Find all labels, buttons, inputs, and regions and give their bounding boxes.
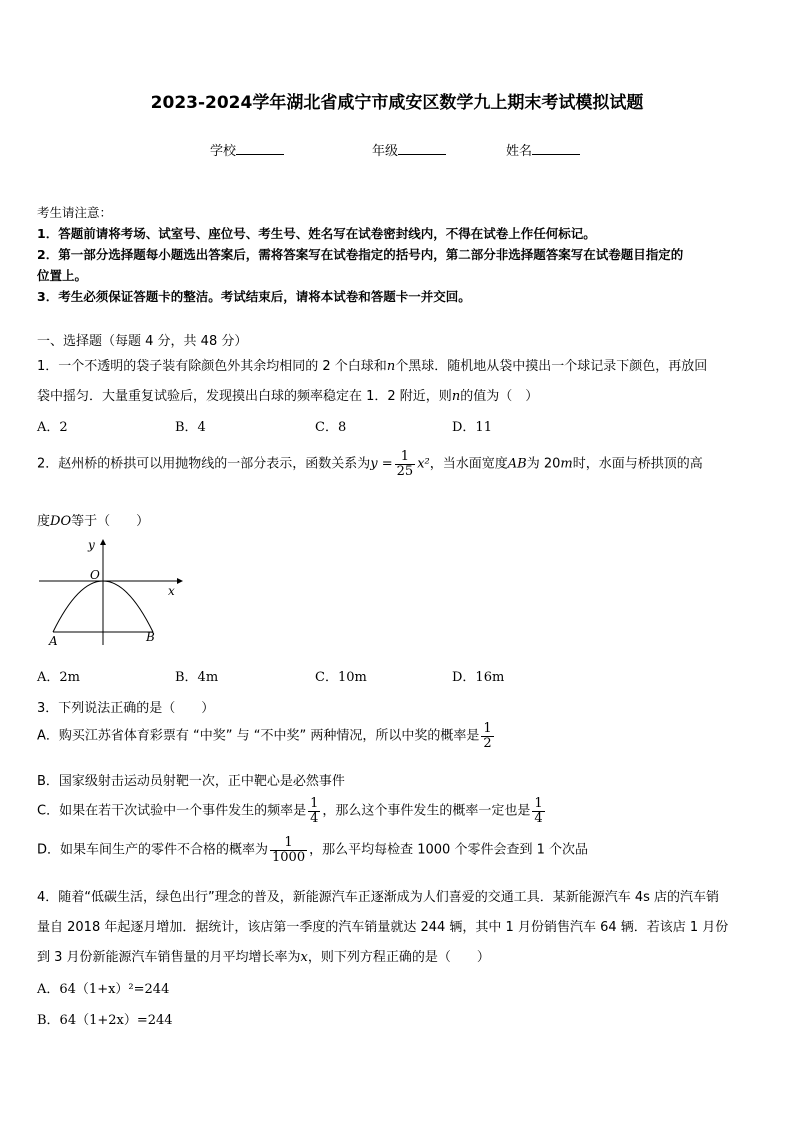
q2-text-e: 度 [37,514,51,529]
q3-d-text2: ，那么平均每检查 1000 个零件会查到 1 个次品 [309,842,588,858]
q4-line2: 量自 2018 年起逐月增加．据统计，该店第一季度的汽车销量就达 244 辆，其中 1 月份销售汽车 64 辆．若该店 1 月份 [37,920,729,935]
q3-a-fraction [481,722,493,750]
q2-line1 [37,450,703,478]
q2-var-m: m [560,456,573,472]
notice-item-3: 3．考生必须保证答题卡的整洁。考试结束后，请将本试卷和答题卡一并交回。 [37,289,471,304]
q4-var-x: x [300,950,308,965]
q3-d-den: 1000 [272,849,306,865]
q2-option-d[interactable]: D．16m [452,670,505,685]
q2-option-b[interactable]: B．4m [175,670,219,685]
q3-stem: 3．下列说法正确的是（ ） [37,701,215,716]
q2-text-b: ，当水面宽度 [429,456,508,472]
q2-frac-num: 1 [395,450,416,465]
q2-line2 [37,510,149,529]
q2-fraction [395,450,416,478]
q3-c-text2: ，那么这个事件发生的概率一定也是 [322,803,531,819]
q4-text-a: 到 3 月份新能源汽车销售量的月平均增长率为 [37,950,301,965]
school-blank[interactable] [236,143,284,155]
page-title: 2023-2024学年湖北省咸宁市咸安区数学九上期末考试模拟试题 [150,93,644,113]
name-field [506,140,580,159]
q2-func-y: y = [370,456,393,472]
origin-label: O [90,568,100,582]
grade-blank[interactable] [398,143,446,155]
q2-parabola-graph [35,535,185,650]
q1-text-b: 个黑球．随机地从袋中摸出一个球记录下颜色，再放回 [395,359,708,374]
q2-text-f: 等于（ ） [71,514,150,529]
q3-c-den2: 4 [534,810,543,826]
x-label: x [168,584,175,598]
y-label: y [88,538,95,552]
q2-option-c[interactable]: C．10m [315,670,367,685]
school-label: 学校 [210,144,237,159]
section-heading: 一、选择题（每题 4 分，共 48 分） [37,334,248,349]
notice-heading: 考生请注意： [37,205,113,220]
q3-option-b[interactable]: B．国家级射击运动员射靶一次，正中靶心是必然事件 [37,774,345,789]
q1-option-c[interactable]: C．8 [315,420,347,435]
q1-text-d: 的值为（ ） [460,389,539,404]
q3-c-fraction-2 [532,797,544,825]
q3-d-num: 1 [270,836,307,851]
q3-option-a[interactable] [37,722,496,750]
grade-label: 年级 [372,144,399,159]
q3-d-text1: D．如果车间生产的零件不合格的概率为 [37,842,269,858]
q2-text-d: 时，水面与桥拱顶的高 [572,456,703,472]
q2-text-a: 2．赵州桥的桥拱可以用抛物线的一部分表示，函数关系为 [37,456,371,472]
q2-var-ab: AB [507,456,527,472]
q4-text-b: ，则下列方程正确的是（ ） [307,950,490,965]
q3-d-fraction [270,836,307,864]
q1-line2 [37,385,538,404]
point-b-label: B [146,630,155,644]
q1-option-b[interactable]: B．4 [175,420,206,435]
q3-c-num2: 1 [534,796,543,811]
x-axis-arrow [177,578,183,584]
q4-line1: 4．随着“低碳生活，绿色出行”理念的普及，新能源汽车正逐渐成为人们喜爱的交通工具．某新能源汽车 4s 店的汽车销 [37,890,720,905]
q3-c-fraction-1 [308,797,320,825]
grade-field [372,140,446,159]
q3-c-den1: 4 [310,810,319,826]
q3-option-c[interactable] [37,797,547,825]
q4-option-b[interactable]: B．64（1+2x）=244 [37,1013,173,1028]
notice-item-1: 1．答题前请将考场、试室号、座位号、考生号、姓名写在试卷密封线内，不得在试卷上作任何标记。 [37,226,596,241]
q4-line3 [37,946,490,965]
q1-option-d[interactable]: D．11 [452,420,492,435]
y-axis-arrow [100,539,106,545]
name-label: 姓名 [506,144,533,159]
name-blank[interactable] [532,143,580,155]
q3-a-text: A．购买江苏省体育彩票有 “中奖” 与 “不中奖” 两种情况，所以中奖的概率是 [37,728,480,744]
q2-func-x2: x² [417,456,430,472]
q1-var-n-2: n [451,389,461,404]
q3-c-text1: C．如果在若干次试验中一个事件发生的频率是 [37,803,307,819]
q2-text-c: 为 20 [526,456,561,472]
q1-line1 [37,355,707,374]
q2-var-do: DO [50,514,72,529]
q4-option-a[interactable]: A．64（1+x）²=244 [37,982,170,997]
q3-c-num1: 1 [310,796,319,811]
q1-text-c: 袋中摇匀．大量重复试验后，发现摸出白球的频率稳定在 1．2 附近，则 [37,389,452,404]
q2-frac-den: 25 [396,463,414,479]
school-field [210,140,284,159]
q3-a-num: 1 [483,721,492,736]
q1-option-a[interactable]: A．2 [37,420,68,435]
q1-text-a: 1．一个不透明的袋子装有除颜色外其余均相同的 2 个白球和 [37,359,387,374]
q2-option-a[interactable]: A．2m [37,670,80,685]
notice-item-2: 2．第一部分选择题每小题选出答案后，需将答案写在试卷指定的括号内，第二部分非选择题答案写在试卷题目指定的 [37,247,684,262]
point-a-label: A [49,634,58,648]
q3-option-d[interactable] [37,836,588,864]
q1-var-n: n [386,359,396,374]
q3-a-den: 2 [483,735,492,751]
notice-item-2-cont: 位置上。 [37,268,88,283]
